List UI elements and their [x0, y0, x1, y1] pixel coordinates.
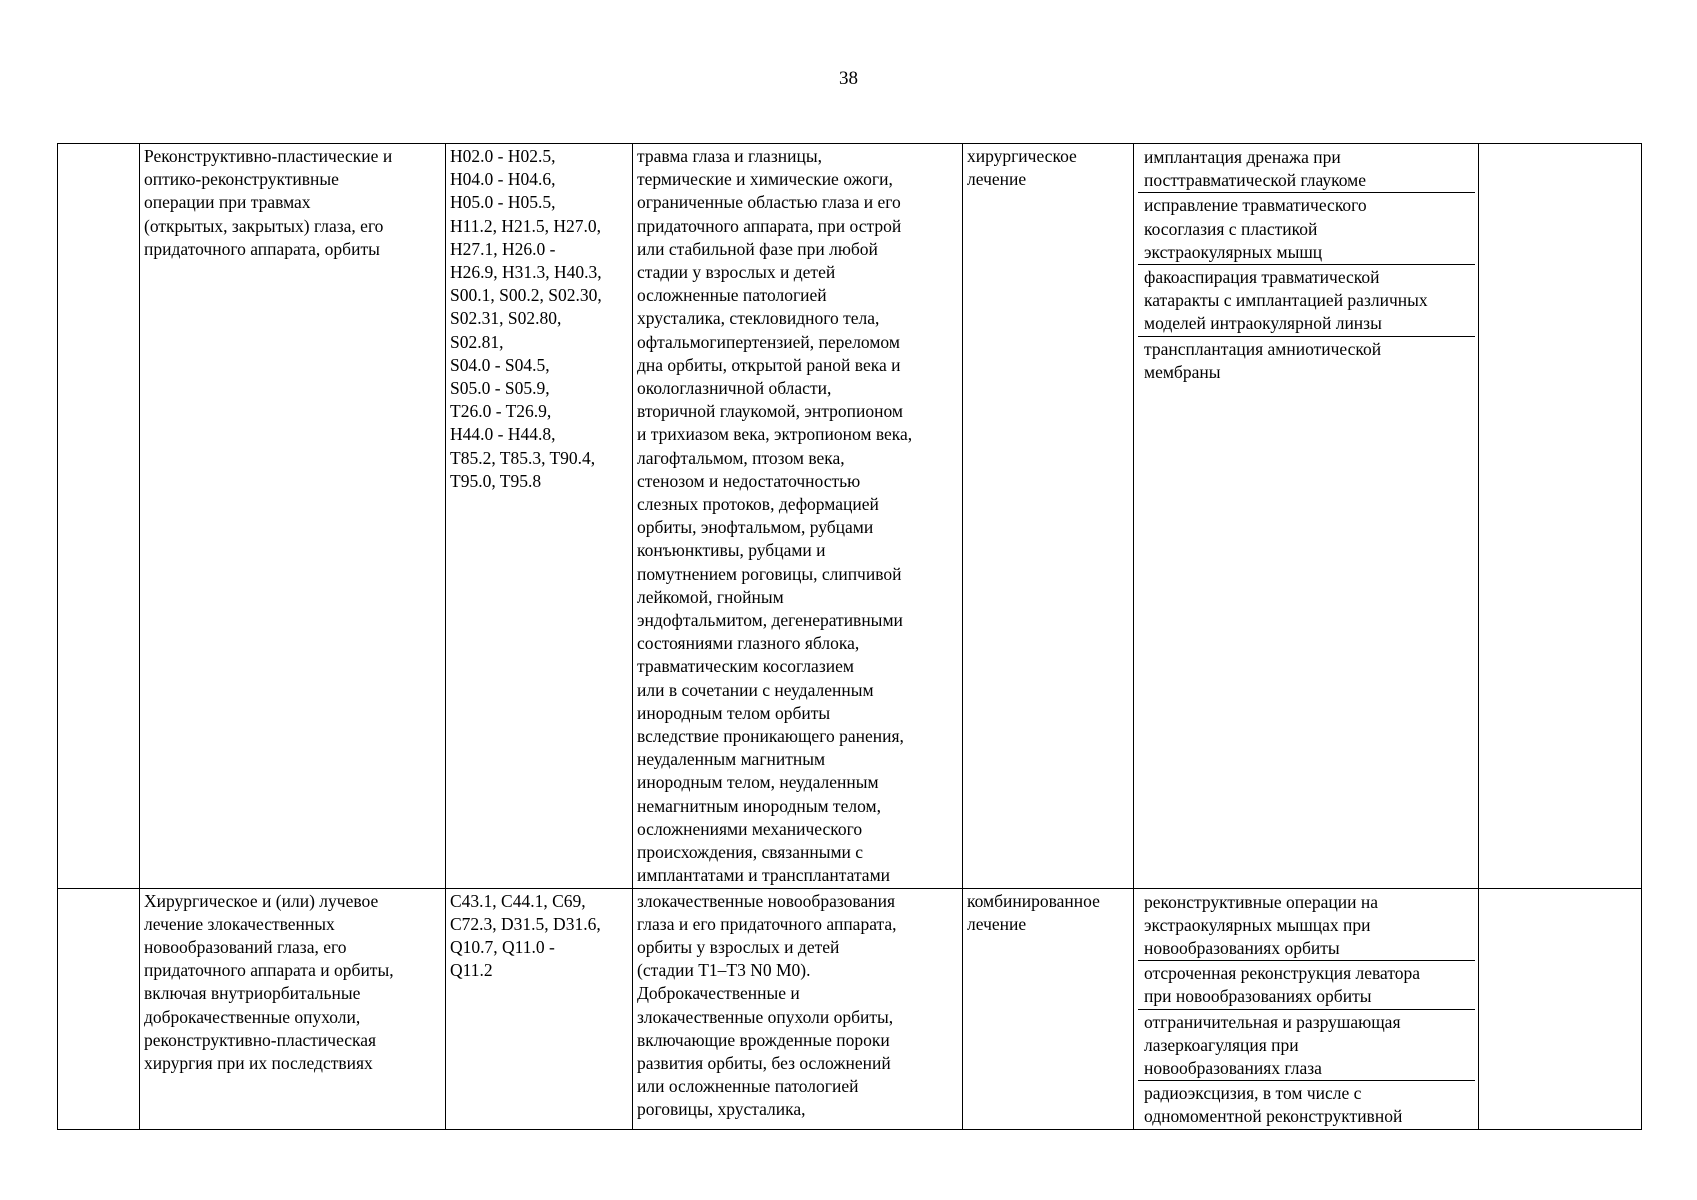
- cost-cell: [1479, 144, 1642, 889]
- patient-model-line: злокачественные новообразования: [637, 890, 895, 911]
- row-number-cell: [58, 144, 140, 889]
- icd-code-line: Q11.2: [450, 960, 493, 981]
- method-line: отграничительная и разрушающая: [1144, 1011, 1401, 1032]
- icd-code-line: C72.3, D31.5, D31.6,: [450, 913, 601, 934]
- icd-code-line: H05.0 - H05.5,: [450, 192, 556, 213]
- patient-model-line: Доброкачественные и: [637, 983, 800, 1004]
- method-entry: [1138, 1010, 1475, 1082]
- method-entry: [1138, 890, 1475, 962]
- group-name-line: придаточного аппарата, орбиты: [144, 238, 380, 259]
- patient-model-line: помутнением роговицы, слипчивой: [637, 563, 902, 584]
- icd-code-line: T85.2, T85.3, T90.4,: [450, 447, 596, 468]
- method-line: при новообразованиях орбиты: [1144, 986, 1372, 1007]
- method-line: новообразованиях глаза: [1144, 1057, 1322, 1078]
- patient-model-line: (стадии T1–T3 N0 M0).: [637, 960, 811, 981]
- patient-model-line: включающие врожденные пороки: [637, 1029, 890, 1050]
- treatment-type-line: лечение: [967, 169, 1027, 190]
- patient-model-line: злокачественные опухоли орбиты,: [637, 1006, 894, 1027]
- patient-model-line: орбиты у взрослых и детей: [637, 936, 840, 957]
- group-name-line: включая внутриорбитальные: [144, 983, 361, 1004]
- group-name-line: Реконструктивно-пластические и: [144, 146, 393, 166]
- icd-code-line: H27.1, H26.0 -: [450, 238, 556, 259]
- treatment-type-line: лечение: [967, 913, 1027, 934]
- group-name-line: лечение злокачественных: [144, 913, 335, 934]
- method-line: экстраокулярных мышцах при: [1144, 914, 1371, 935]
- patient-model-line: глаза и его придаточного аппарата,: [637, 913, 897, 934]
- patient-model-line: вторичной глаукомой, энтропионом: [637, 401, 903, 422]
- group-name-line: хирургия при их последствиях: [144, 1052, 373, 1073]
- icd-code-line: T95.0, T95.8: [450, 470, 542, 491]
- patient-model-line: имплантатами и трансплантатами: [637, 865, 891, 886]
- method-entry: [1138, 961, 1475, 1009]
- icd-code-line: S04.0 - S04.5,: [450, 354, 550, 375]
- patient-model-line: травма глаза и глазницы,: [637, 146, 822, 166]
- treatment-methods-cell: [1134, 144, 1479, 889]
- patient-model-line: окологлазничной области,: [637, 378, 832, 399]
- patient-model-line: слезных протоков, деформацией: [637, 494, 879, 515]
- group-name-line: доброкачественные опухоли,: [144, 1006, 361, 1027]
- group-name-line: реконструктивно-пластическая: [144, 1029, 377, 1050]
- patient-model-line: состояниями глазного яблока,: [637, 633, 860, 654]
- icd-codes-cell: [446, 144, 633, 889]
- patient-model-line: дна орбиты, открытой раной века и: [637, 354, 901, 375]
- group-name-cell: [140, 888, 446, 1129]
- method-line: моделей интраокулярной линзы: [1144, 313, 1382, 334]
- patient-model-line: осложненные патологией: [637, 285, 827, 306]
- treatment-type-cell: [963, 888, 1134, 1129]
- patient-model-line: хрусталика, стекловидного тела,: [637, 308, 880, 329]
- patient-model-line: термические и химические ожоги,: [637, 169, 893, 190]
- patient-model-line: развития орбиты, без осложнений: [637, 1052, 891, 1073]
- icd-code-line: C43.1, C44.1, C69,: [450, 890, 586, 911]
- icd-code-line: H44.0 - H44.8,: [450, 424, 556, 445]
- treatment-type-line: комбинированное: [967, 890, 1100, 911]
- patient-model-line: стадии у взрослых и детей: [637, 262, 836, 283]
- method-entry: [1138, 193, 1475, 265]
- icd-code-line: H11.2, H21.5, H27.0,: [450, 215, 602, 236]
- patient-model-line: конъюнктивы, рубцами и: [637, 540, 826, 561]
- patient-model-line: лагофтальмом, птозом века,: [637, 447, 845, 468]
- method-entry: [1138, 1081, 1475, 1128]
- row-number-cell: [58, 888, 140, 1129]
- group-name-cell: [140, 144, 446, 889]
- patient-model-line: стенозом и недостаточностью: [637, 470, 861, 491]
- method-line: отсроченная реконструкция леватора: [1144, 963, 1421, 984]
- cost-cell: [1479, 888, 1642, 1129]
- method-entry: [1138, 337, 1475, 384]
- patient-model-line: придаточного аппарата, при острой: [637, 215, 902, 236]
- patient-model-line: лейкомой, гнойным: [637, 586, 784, 607]
- patient-model-line: или в сочетании с неудаленным: [637, 679, 874, 700]
- icd-code-line: S00.1, S00.2, S02.30,: [450, 285, 602, 306]
- group-name-line: Хирургическое и (или) лучевое: [144, 890, 379, 911]
- method-line: исправление травматического: [1144, 195, 1367, 216]
- group-name-line: операции при травмах: [144, 192, 311, 213]
- method-line: посттравматической глаукоме: [1144, 170, 1366, 191]
- method-line: экстраокулярных мышц: [1144, 241, 1323, 262]
- icd-code-line: H02.0 - H02.5,: [450, 146, 556, 166]
- patient-model-line: эндофтальмитом, дегенеративными: [637, 610, 903, 631]
- vmp-table: [57, 143, 1642, 1130]
- method-line: факоаспирация травматической: [1144, 267, 1380, 288]
- table-row: [58, 144, 1642, 889]
- method-line: имплантация дренажа при: [1144, 147, 1341, 167]
- method-line: мембраны: [1144, 361, 1221, 382]
- method-entry: [1138, 265, 1475, 337]
- patient-model-line: роговицы, хрусталика,: [637, 1099, 806, 1120]
- treatment-methods-cell: [1134, 888, 1479, 1129]
- method-line: катаракты с имплантацией различных: [1144, 290, 1428, 311]
- method-entry: [1138, 145, 1475, 193]
- method-line: лазеркоагуляция при: [1144, 1034, 1299, 1055]
- method-line: трансплантация амниотической: [1144, 338, 1382, 359]
- patient-model-cell: [633, 888, 963, 1129]
- patient-model-line: происхождения, связанными с: [637, 842, 864, 863]
- icd-code-line: Q10.7, Q11.0 -: [450, 936, 555, 957]
- method-line: косоглазия с пластикой: [1144, 218, 1318, 239]
- patient-model-line: инородным телом орбиты: [637, 702, 831, 723]
- method-line: новообразованиях орбиты: [1144, 937, 1340, 958]
- icd-code-line: S02.31, S02.80,: [450, 308, 562, 329]
- icd-code-line: S02.81,: [450, 331, 504, 352]
- method-line: реконструктивные операции на: [1144, 891, 1378, 912]
- patient-model-line: орбиты, энофтальмом, рубцами: [637, 517, 874, 538]
- patient-model-line: травматическим косоглазием: [637, 656, 854, 677]
- icd-code-line: H26.9, H31.3, H40.3,: [450, 262, 602, 283]
- patient-model-line: или осложненные патологией: [637, 1076, 859, 1097]
- patient-model-line: немагнитным инородным телом,: [637, 795, 881, 816]
- patient-model-cell: [633, 144, 963, 889]
- page-number: 38: [839, 68, 858, 89]
- group-name-line: оптико-реконструктивные: [144, 169, 339, 190]
- group-name-line: (открытых, закрытых) глаза, его: [144, 215, 384, 236]
- treatment-type-line: хирургическое: [967, 146, 1077, 166]
- patient-model-line: или стабильной фазе при любой: [637, 238, 878, 259]
- patient-model-line: вследствие проникающего ранения,: [637, 726, 904, 747]
- method-line: одномоментной реконструктивной: [1144, 1106, 1403, 1127]
- icd-codes-cell: [446, 888, 633, 1129]
- patient-model-line: офтальмогипертензией, переломом: [637, 331, 900, 352]
- treatment-type-cell: [963, 144, 1134, 889]
- icd-code-line: T26.0 - T26.9,: [450, 401, 552, 422]
- patient-model-line: и трихиазом века, эктропионом века,: [637, 424, 913, 445]
- icd-code-line: S05.0 - S05.9,: [450, 378, 550, 399]
- patient-model-line: ограниченные областью глаза и его: [637, 192, 901, 213]
- patient-model-line: осложнениями механического: [637, 818, 863, 839]
- patient-model-line: неудаленным магнитным: [637, 749, 826, 770]
- table-row: [58, 888, 1642, 1129]
- group-name-line: придаточного аппарата и орбиты,: [144, 960, 394, 981]
- method-line: радиоэксцизия, в том числе с: [1144, 1083, 1362, 1104]
- group-name-line: новообразований глаза, его: [144, 936, 347, 957]
- patient-model-line: инородным телом, неудаленным: [637, 772, 879, 793]
- icd-code-line: H04.0 - H04.6,: [450, 169, 556, 190]
